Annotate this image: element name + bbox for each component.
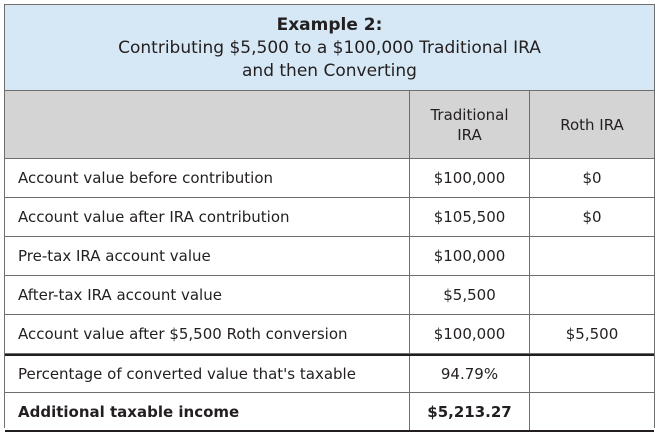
table-row [5, 276, 654, 315]
title-description-line1: Contributing $5,500 to a $100,000 Traditional IRA [118, 38, 541, 58]
row-label: Pre-tax IRA account value [18, 247, 211, 265]
row-label: Account value before contribution [18, 169, 274, 187]
table-row [5, 315, 654, 354]
table-row [5, 237, 654, 276]
roth-ira-value [530, 276, 654, 314]
traditional-ira-value: $5,213.27 [409, 393, 530, 430]
roth-ira-value [530, 356, 654, 392]
roth-ira-value [530, 237, 654, 275]
column-header-roth-ira: Roth IRA [560, 115, 624, 134]
row-label: Additional taxable income [18, 402, 240, 421]
title-example-number: Example 2: [276, 15, 383, 35]
row-label: Account value after $5,500 Roth conversion [18, 325, 348, 343]
column-header-traditional-ira [409, 91, 530, 158]
traditional-ira-value: $100,000 [409, 315, 530, 353]
traditional-ira-value: $100,000 [409, 159, 530, 197]
row-label: Percentage of converted value that's taxable [18, 365, 356, 383]
traditional-ira-value: 94.79% [409, 356, 530, 392]
column-header-traditional-line2: IRA [457, 125, 482, 144]
table-row-total [5, 393, 654, 432]
ira-conversion-table [4, 4, 655, 428]
roth-ira-value: $0 [582, 169, 602, 187]
title-description-line2: and then Converting [242, 61, 417, 81]
table-row [5, 354, 654, 393]
table-body [5, 159, 654, 432]
row-label: Account value after IRA contribution [18, 208, 290, 226]
column-header-row [5, 91, 654, 159]
traditional-ira-value: $5,500 [409, 276, 530, 314]
roth-ira-value: $5,500 [565, 325, 619, 343]
row-label: After-tax IRA account value [18, 286, 222, 304]
table-row [5, 198, 654, 237]
roth-ira-value: $0 [582, 208, 602, 226]
column-header-traditional-line1: Traditional [430, 105, 509, 124]
table-row [5, 159, 654, 198]
traditional-ira-value: $100,000 [409, 237, 530, 275]
roth-ira-value [530, 393, 654, 430]
traditional-ira-value: $105,500 [409, 198, 530, 236]
table-title [5, 5, 654, 91]
